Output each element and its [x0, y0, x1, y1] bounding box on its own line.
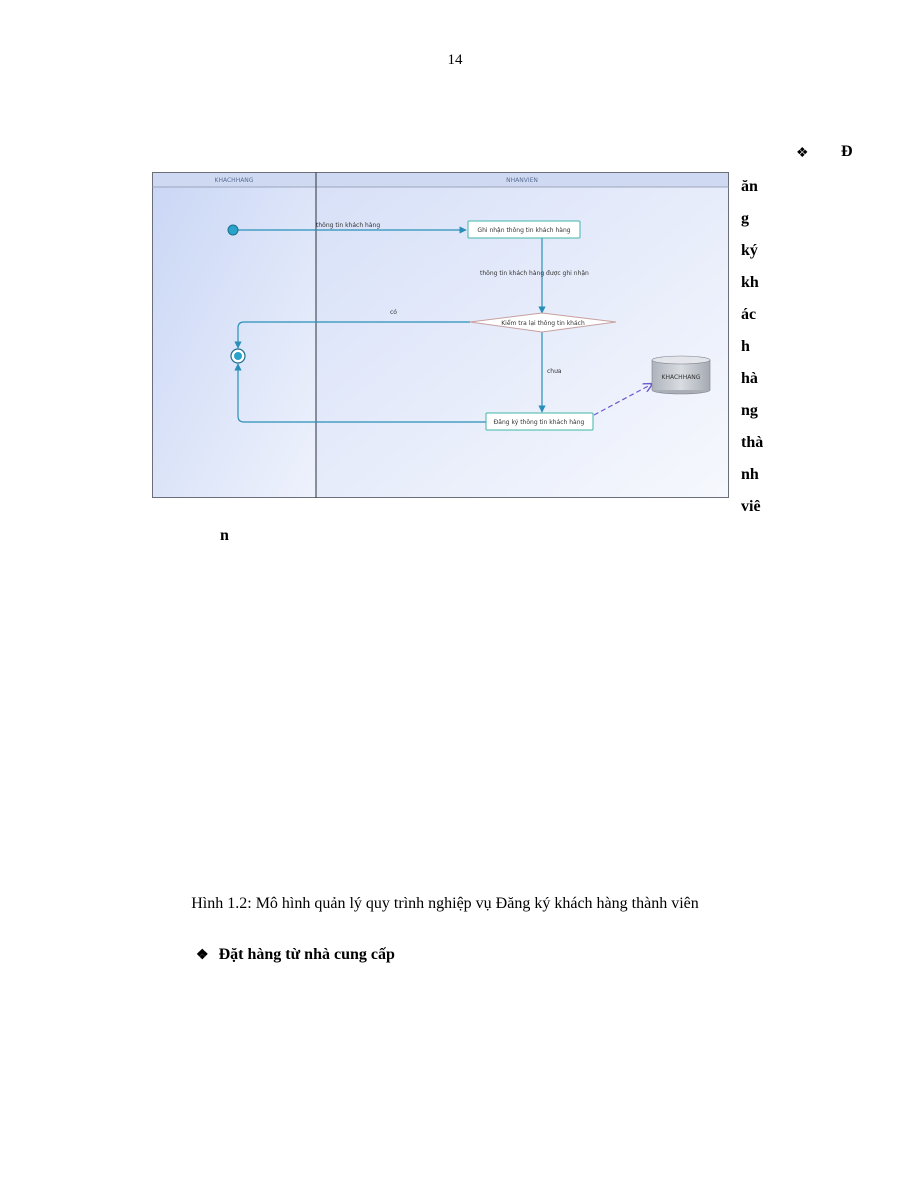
section-heading — [196, 946, 395, 964]
diamond-bullet-icon: ❖ — [796, 146, 809, 161]
datastore-label: KHACHHANG — [661, 374, 701, 381]
activity-diagram-canvas — [152, 172, 729, 498]
side-fragment-lines — [741, 176, 763, 528]
lane-khachhang — [152, 172, 316, 498]
flow-label-no: chưa — [547, 368, 562, 375]
side-fragment-first-letter: Đ — [841, 143, 853, 160]
action-record-label: Ghi nhận thông tin khách hàng — [477, 227, 571, 234]
side-fragment-line: g — [741, 210, 749, 227]
side-fragment-line: kh — [741, 274, 759, 291]
lane-label-nhanvien: NHANVIEN — [506, 177, 538, 184]
side-fragment-line: ác — [741, 306, 757, 323]
activity-diagram — [152, 172, 729, 498]
diamond-bullet-icon: ❖ — [196, 948, 209, 963]
side-fragment-line: hà — [741, 370, 758, 387]
side-fragment-tail: n — [220, 527, 229, 544]
flow-label-yes: có — [390, 309, 397, 316]
section-heading-text: Đặt hàng từ nhà cung cấp — [218, 946, 395, 963]
side-fragment-line: thà — [741, 434, 764, 451]
figure-caption: Hình 1.2: Mô hình quản lý quy trình nghiệp vụ Đăng ký khách hàng thành viên — [191, 895, 699, 912]
side-fragment-line: nh — [741, 466, 759, 483]
side-fragment-line: h — [741, 338, 750, 355]
side-fragment-line: ng — [741, 402, 758, 419]
page-number: 14 — [447, 52, 463, 68]
decision-check-label: Kiểm tra lại thông tin khách — [501, 320, 585, 327]
side-fragment-line: ăn — [741, 178, 758, 195]
action-register-label: Đăng ký thông tin khách hàng — [493, 419, 585, 426]
flow-label-recorded: thông tin khách hàng được ghi nhận — [480, 270, 589, 277]
side-fragment-line: viê — [741, 498, 761, 515]
lane-label-khachhang: KHACHHANG — [214, 177, 254, 184]
side-fragment-line: ký — [741, 242, 758, 259]
flow-label-start: thông tin khách hàng — [316, 222, 381, 229]
start-node-icon — [228, 225, 238, 235]
